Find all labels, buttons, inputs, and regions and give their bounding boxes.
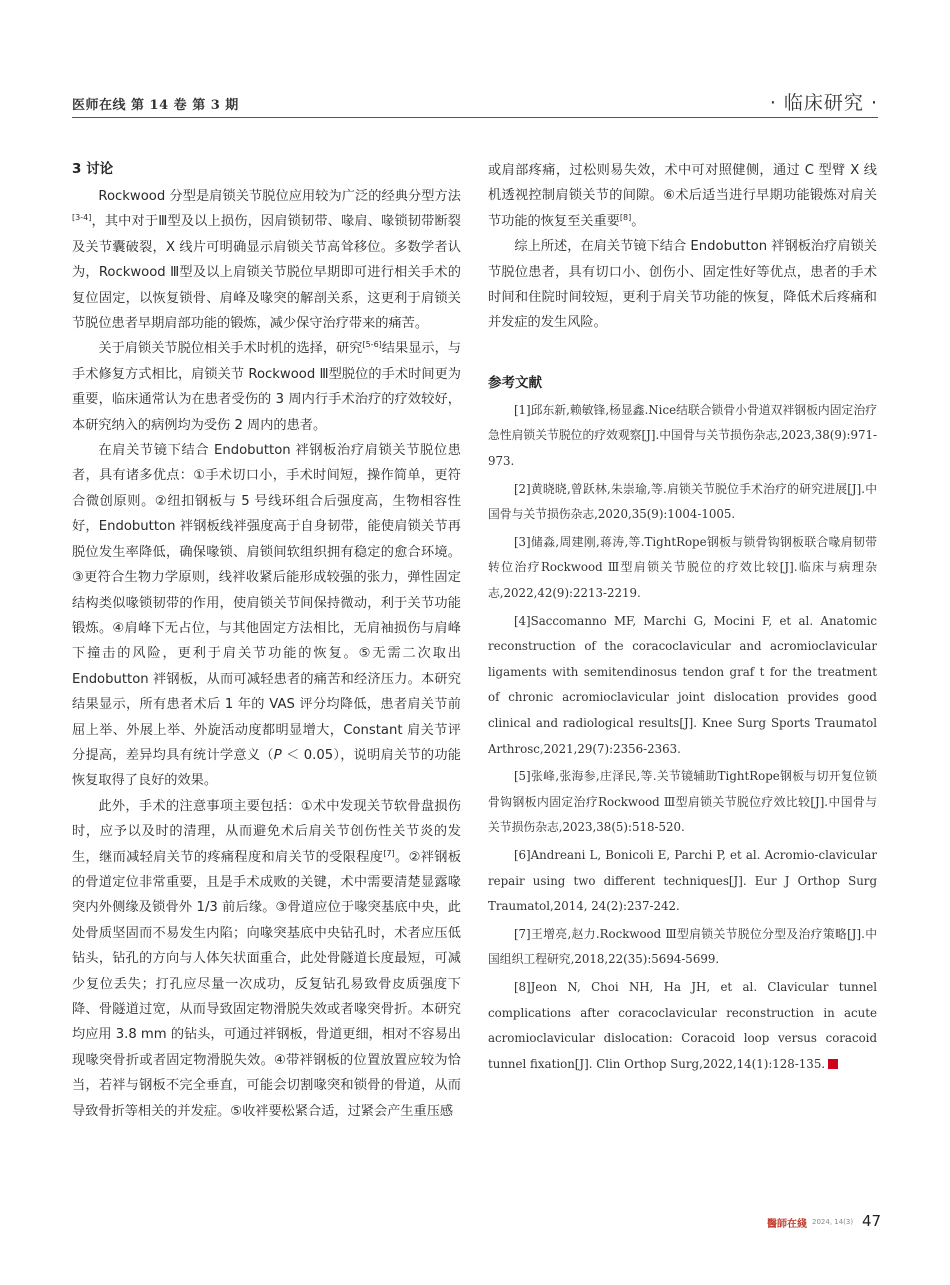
discussion-paragraph-3: 在肩关节镜下结合 Endobutton 袢钢板治疗肩锁关节脱位患者，具有诸多优点：①手术切口小，手术时间短，操作简单，更符合微创原则。②纽扣钢板与 5 号线环组合后强度高，生物相容性好，Endobutton 袢钢板线袢强度高于自身韧带，能使肩锁关节再脱位发生率降低，确保喙锁、肩锁间软组织拥有稳定的愈合环境。③更符合生物力学原则，线袢收紧后能形成较强的张力，弹性固定结构类似喙锁韧带的作用，使肩锁关节间保持微动，利于关节功能锻炼。④肩峰下无占位，与其他固定方法相比，无肩袖损伤与肩峰下撞击的风险，更利于肩关节功能的恢复。⑤无需二次取出 Endobutton 袢钢板，从而可减轻患者的痛苦和经济压力。本研究结果显示，所有患者术后 1 年的 VAS 评分均降低，患者肩关节前屈上举、外展上举、外旋活动度都明显增大，Constant 肩关节评分提高，差异均具有统计学意义（P ＜ 0.05），说明肩关节的功能恢复取得了良好的效果。: [72, 443, 461, 789]
discussion-paragraph-5: 综上所述，在肩关节镜下结合 Endobutton 袢钢板治疗肩锁关节脱位患者，具有切口小、创伤小、固定性好等优点，患者的手术时间和住院时间较短，更利于肩关节功能的恢复，降低术后疼痛和并发症的发生风险。: [488, 239, 877, 331]
section-label: · 临床研究 ·: [769, 92, 878, 114]
right-column: [488, 158, 877, 1079]
footer-brand-logo: 醫師在綫: [767, 1219, 807, 1230]
reference-item: [5]张峰,张海参,庄泽民,等.关节镜辅助TightRope钢板与切开复位锁骨钩钢板内固定治疗Rockwood Ⅲ型肩锁关节脱位疗效比较[J].中国骨与关节损伤杂志,2023,38(5):518-520.: [488, 769, 877, 835]
reference-item: [2]黄晓晓,曾跃林,朱崇瑜,等.肩锁关节脱位手术治疗的研究进展[J].中国骨与关节损伤杂志,2020,35(9):1004-1005.: [488, 481, 877, 522]
discussion-paragraph-4-continued: 或肩部疼痛，过松则易失效，术中可对照健侧，通过 C 型臂 X 线机透视控制肩锁关节的间隙。⑥术后适当进行早期功能锻炼对肩关节功能的恢复至关重要[8]。: [488, 163, 877, 229]
citation-3-4: [3-4]: [72, 213, 92, 223]
discussion-paragraph-2: 关于肩锁关节脱位相关手术时机的选择，研究[5-6]结果显示，与手术修复方式相比，肩锁关节 Rockwood Ⅲ型脱位的手术时间更为重要，临床通常认为在患者受伤的 3 周内行手术治疗的疗效较好，本研究纳入的病例均为受伤 2 周内的患者。: [72, 340, 462, 433]
discussion-paragraph-1: Rockwood 分型是肩锁关节脱位应用较为广泛的经典分型方法[3-4]，其中对于Ⅲ型及以上损伤，因肩锁韧带、喙肩、喙锁韧带断裂及关节囊破裂，X 线片可明确显示肩锁关节高耸移位。多数学者认为，Rockwood Ⅲ型及以上肩锁关节脱位早期即可进行相关手术的复位固定，以恢复锁骨、肩峰及喙突的解剖关系，这更利于肩锁关节脱位患者早期肩部功能的锻炼，减少保守治疗带来的痛苦。: [72, 189, 461, 332]
reference-item: [8]Jeon N, Choi NH, Ha JH, et al. Clavicular tunnel complications after coracoclavicular reconstruction in acute acromioclavicular dislocation: Coracoid loop versus coracoid tunnel fixation[J]. Clin Orthop Surg,2022,14(1):128-135.: [488, 979, 877, 1071]
reference-item: [7]王增亮,赵力.Rockwood Ⅲ型肩锁关节脱位分型及治疗策略[J].中国组织工程研究,2018,22(35):5694-5699.: [488, 926, 877, 967]
left-column: [72, 158, 461, 1124]
reference-item: [4]Saccomanno MF, Marchi G, Mocini F, et al. Anatomic reconstruction of the coracoclavicular and acromioclavicular ligaments with semitendinosus tendon graf t for the treatment of chronic acromioclavicular joint dislocation provides good clinical and radiological results[J]. Knee Surg Sports Traumatol Arthrosc,2021,29(7):2356-2363.: [488, 613, 877, 756]
citation-8: [8]: [619, 212, 632, 222]
discussion-paragraph-4: 此外，手术的注意事项主要包括：①术中发现关节软骨盘损伤时，应予以及时的清理，从而避免术后肩关节创伤性关节炎的发生，继而减轻肩关节的疼痛程度和肩关节的受限程度[7]。②袢钢板的骨道定位非常重要，且是手术成败的关键，术中需要清楚显露喙突内外侧缘及锁骨外 1/3 前后缘。③骨道应位于喙突基底中央，此处骨质坚固而不易发生内陷；向喙突基底中央钻孔时，术者应压低钻头，钻孔的方向与人体矢状面重合，此处骨隧道长度最短，可减少复位丢失；打孔应尽量一次成功，反复钻孔易致骨皮质强度下降、骨隧道过宽，从而导致固定物滑脱失效或者喙突骨折。本研究均应用 3.8 mm 的钻头，可通过袢钢板，骨道更细，相对不容易出现喙突骨折或者固定物滑脱失效。④带袢钢板的位置放置应较为恰当，若袢与钢板不完全垂直，可能会切割喙突和锁骨的骨道，从而导致骨折等相关的并发症。⑤收袢要松紧合适，过紧会产生重压感: [72, 798, 462, 1119]
references-heading: 参考文献: [488, 374, 542, 391]
citation-7: [7]: [383, 848, 395, 858]
page-number: 47: [862, 1212, 882, 1230]
references-list: [488, 398, 877, 1077]
article-end-mark: [828, 1059, 838, 1069]
footer-issue: 2024, 14(3): [812, 1218, 854, 1226]
reference-item: [6]Andreani L, Bonicoli E, Parchi P, et al. Acromio-clavicular repair using two different techniques[J]. Eur J Orthop Surg Traumatol,2014, 24(2):237-242.: [488, 847, 877, 914]
reference-item: [3]储淼,周建刚,蒋涛,等.TightRope钢板与锁骨钩钢板联合喙肩韧带转位治疗Rockwood Ⅲ型肩锁关节脱位的疗效比较[J].临床与病理杂志,2022,42(9):2213-2219.: [488, 534, 877, 600]
reference-item: [1]邱东新,赖敏锋,杨显鑫.Nice结联合锁骨小骨道双袢钢板内固定治疗急性肩锁关节脱位的疗效观察[J].中国骨与关节损伤杂志,2023,38(9):971-973.: [488, 402, 877, 469]
citation-5-6: [5-6]: [362, 340, 382, 350]
header-divider: [72, 117, 878, 118]
journal-header: 医师在线 第 14 卷 第 3 期: [72, 98, 239, 113]
discussion-heading: 3 讨论: [72, 161, 114, 177]
